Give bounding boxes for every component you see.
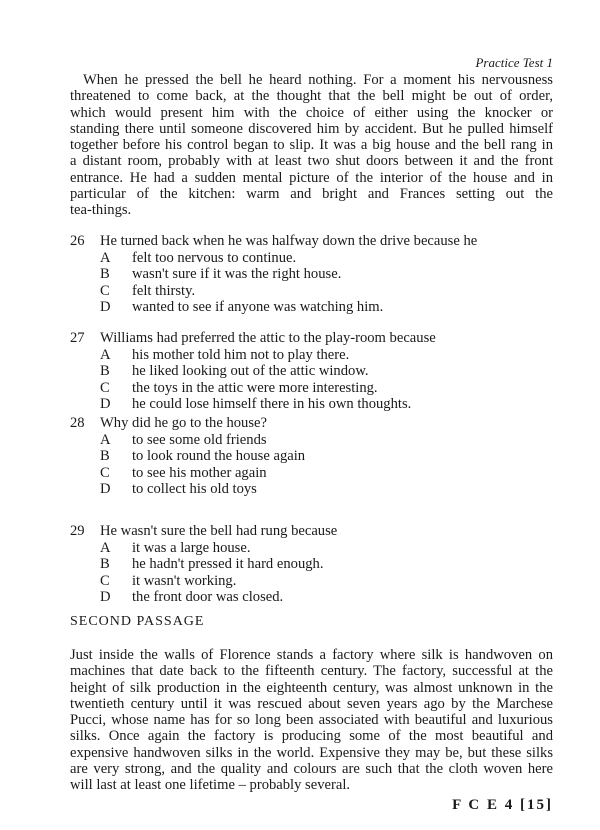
- option-text: he liked looking out of the attic window.: [132, 363, 369, 379]
- option-text: felt too nervous to continue.: [132, 249, 297, 266]
- passage-line: When he pressed the bell he heard nothing. For a moment his nervousness: [83, 72, 553, 88]
- option-text: to look round the house again: [132, 448, 306, 464]
- option-text: felt thirsty.: [132, 282, 196, 299]
- question-number: 27: [70, 330, 85, 346]
- passage-2: [70, 647, 553, 794]
- option-letter: A: [100, 539, 111, 556]
- answer-option[interactable]: [70, 540, 553, 557]
- answer-option[interactable]: [70, 266, 553, 283]
- answer-option[interactable]: [70, 465, 553, 482]
- passage-line: entrance. He had a sudden mental picture of the interior of the house and in: [70, 169, 553, 186]
- answer-option[interactable]: [70, 432, 553, 449]
- passage-line: will last at least one lifetime – probably several.: [70, 777, 351, 794]
- running-header: Practice Test 1: [475, 55, 553, 70]
- answer-option[interactable]: [70, 250, 553, 267]
- passage-1: [70, 72, 553, 219]
- option-letter: D: [100, 481, 111, 497]
- answer-option[interactable]: [70, 589, 553, 606]
- question-text: Why did he go to the house?: [100, 415, 267, 431]
- answer-option[interactable]: [70, 283, 553, 300]
- passage-line: particular of the kitchen: warm and bright and Frances setting out the: [70, 186, 553, 203]
- question: [70, 523, 553, 606]
- option-letter: C: [100, 282, 110, 299]
- passage-line: a distant room, probably with at least two shut doors between it and the front: [70, 153, 553, 170]
- passage-line: which would present him with the choice of either using the knocker or: [70, 104, 553, 121]
- option-letter: D: [100, 299, 111, 315]
- option-letter: D: [100, 589, 111, 605]
- option-text: the toys in the attic were more interesting.: [132, 379, 378, 396]
- option-text: it wasn't working.: [132, 572, 237, 589]
- option-text: he hadn't pressed it hard enough.: [132, 556, 324, 572]
- question-text: He turned back when he was halfway down the drive because he: [100, 233, 478, 249]
- option-text: to collect his old toys: [132, 481, 257, 497]
- answer-option[interactable]: [70, 573, 553, 590]
- option-letter: A: [100, 249, 111, 266]
- option-letter: A: [100, 346, 111, 363]
- answer-option[interactable]: [70, 380, 553, 397]
- option-text: it was a large house.: [132, 539, 251, 556]
- option-text: wasn't sure if it was the right house.: [132, 266, 342, 282]
- option-letter: C: [100, 464, 110, 481]
- answer-option[interactable]: [70, 556, 553, 573]
- option-letter: C: [100, 379, 110, 396]
- option-letter: B: [100, 448, 110, 464]
- passage-line: twentieth century until it was rescued about seven years ago by the Marchese: [70, 695, 553, 712]
- question-number: 29: [70, 523, 85, 539]
- passage-line: tea-things.: [70, 202, 132, 219]
- passage-line: Pucci, whose name has for so long been associated with beautiful and luxurious: [70, 712, 553, 729]
- answer-option[interactable]: [70, 396, 553, 413]
- page-footer: F C E 4 [15]: [452, 797, 553, 813]
- section-title: SECOND PASSAGE: [70, 614, 205, 629]
- option-letter: D: [100, 396, 111, 412]
- passage-line: expensive handwoven silks in the world. Expensive they may be, but these silks: [70, 744, 553, 761]
- passage-line: height of silk production in the eighteenth century, was almost unknown in the: [70, 679, 553, 696]
- answer-option[interactable]: [70, 363, 553, 380]
- question-number: 28: [70, 415, 85, 431]
- option-letter: B: [100, 363, 110, 379]
- answer-option[interactable]: [70, 448, 553, 465]
- option-text: to see some old friends: [132, 431, 267, 448]
- passage-line: together before his control began to slip. It was a big house and the bell rang in: [70, 137, 553, 154]
- option-letter: C: [100, 572, 110, 589]
- passage-line: silks. Once again the factory is producing some of the most beautiful and: [70, 728, 553, 745]
- option-text: he could lose himself there in his own thoughts.: [132, 396, 412, 412]
- passage-line: threatened to come back, at the thought that the bell might be out of order,: [70, 88, 553, 105]
- option-text: to see his mother again: [132, 464, 267, 481]
- passage-line: standing there until someone discovered him by accident. But he pulled himself: [70, 120, 553, 137]
- passage-line: are very strong, and the quality and colours are such that the cloth woven here: [70, 761, 553, 778]
- question: [70, 415, 553, 498]
- passage-line: machines that date back to the fifteenth century. The factory, successful at the: [70, 663, 553, 680]
- question-text: Williams had preferred the attic to the play-room because: [100, 330, 436, 346]
- option-letter: A: [100, 431, 111, 448]
- answer-option[interactable]: [70, 481, 553, 498]
- option-text: wanted to see if anyone was watching him.: [132, 299, 384, 315]
- option-text: the front door was closed.: [132, 589, 284, 605]
- answer-option[interactable]: [70, 299, 553, 316]
- question-number: 26: [70, 233, 85, 249]
- question: [70, 233, 553, 316]
- passage-line: Just inside the walls of Florence stands a factory where silk is handwoven on: [70, 647, 553, 663]
- option-letter: B: [100, 556, 110, 572]
- option-text: his mother told him not to play there.: [132, 346, 350, 363]
- answer-option[interactable]: [70, 347, 553, 364]
- question: [70, 330, 553, 413]
- question-text: He wasn't sure the bell had rung because: [100, 523, 338, 539]
- option-letter: B: [100, 266, 110, 282]
